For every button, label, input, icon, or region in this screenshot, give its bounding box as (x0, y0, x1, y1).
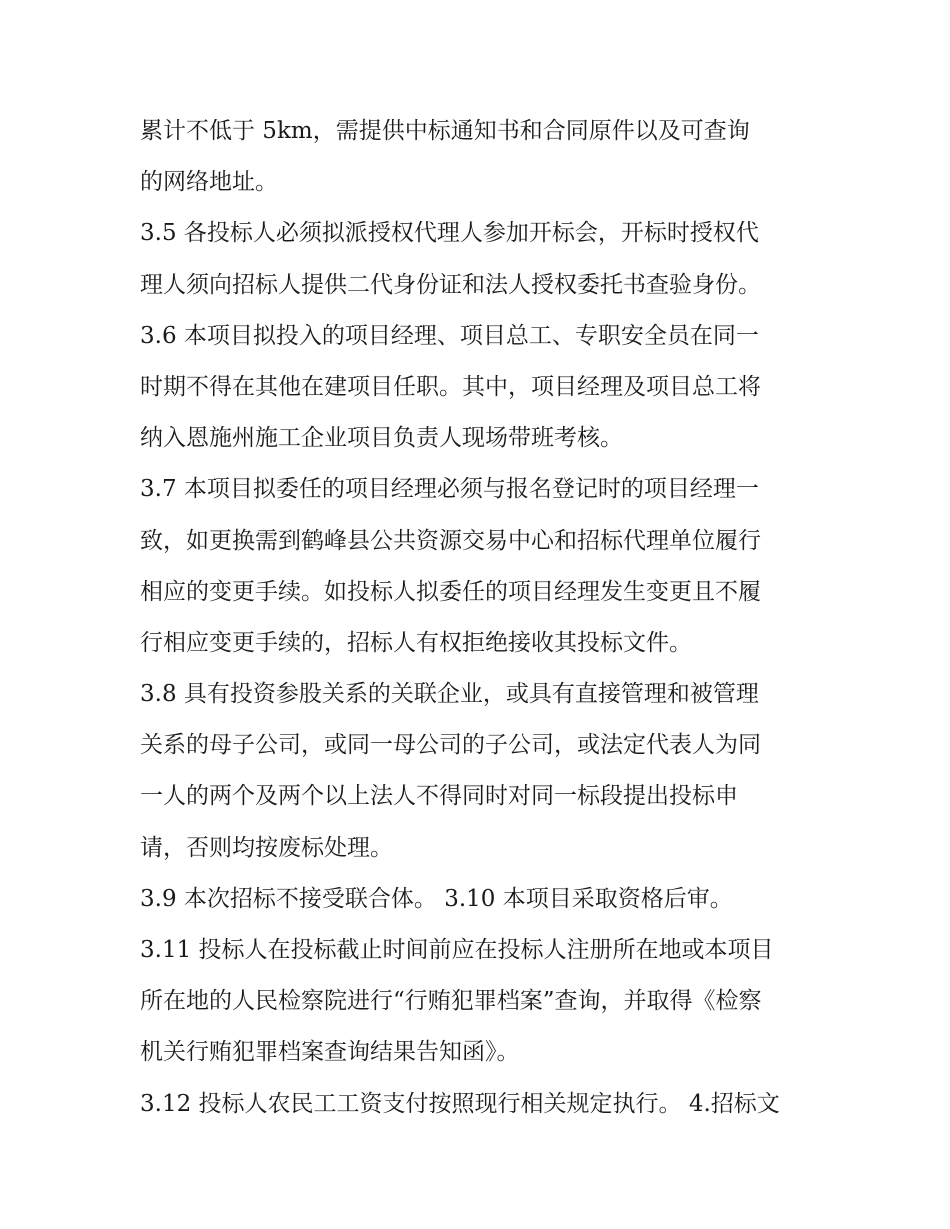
text-line: 3.9 本次招标不接受联合体。 3.10 本项目采取资格后审。 (140, 885, 733, 912)
text-line: 3.5 各投标人必须拟派授权代理人参加开标会，开标时授权代 (140, 220, 759, 247)
text-line: 累计不低于 5km，需提供中标通知书和合同原件以及可查询 (140, 118, 750, 144)
text-line: 一人的两个及两个以上法人不得同时对同一标段提出投标申 (140, 783, 738, 810)
text-line: 请，否则均按废标处理。 (140, 834, 393, 861)
text-line: 机关行贿犯罪档案查询结果告知函》。 (140, 1039, 520, 1066)
document-page (140, 106, 820, 1130)
text-line: 关系的母子公司，或同一母公司的子公司，或法定代表人为同 (140, 732, 761, 759)
text-line: 相应的变更手续。如投标人拟委任的项目经理发生变更且不履 (140, 578, 761, 605)
text-line: 3.12 投标人农民工工资支付按照现行相关规定执行。 4.招标文 (140, 1090, 780, 1117)
text-line: 的网络地址。 (140, 169, 278, 196)
text-line: 行相应变更手续的，招标人有权拒绝接收其投标文件。 (140, 629, 692, 656)
text-line: 纳入恩施州施工企业项目负责人现场带班考核。 (140, 425, 623, 452)
text-line: 3.11 投标人在投标截止时间前应在投标人注册所在地或本项目 (140, 937, 774, 963)
text-line: 所在地的人民检察院进行“行贿犯罪档案”查询，并取得《检察 (140, 988, 762, 1015)
text-line: 3.7 本项目拟委任的项目经理必须与报名登记时的项目经理一 (140, 476, 759, 503)
text-line: 时期不得在其他在建项目任职。其中，项目经理及项目总工将 (140, 373, 761, 400)
text-line: 理人须向招标人提供二代身份证和法人授权委托书查验身份。 (140, 271, 761, 298)
text-line: 致，如更换需到鹤峰县公共资源交易中心和招标代理单位履行 (140, 527, 761, 554)
text-line: 3.8 具有投资参股关系的关联企业，或具有直接管理和被管理 (140, 681, 759, 708)
text-line: 3.6 本项目拟投入的项目经理、项目总工、专职安全员在同一 (140, 322, 759, 349)
